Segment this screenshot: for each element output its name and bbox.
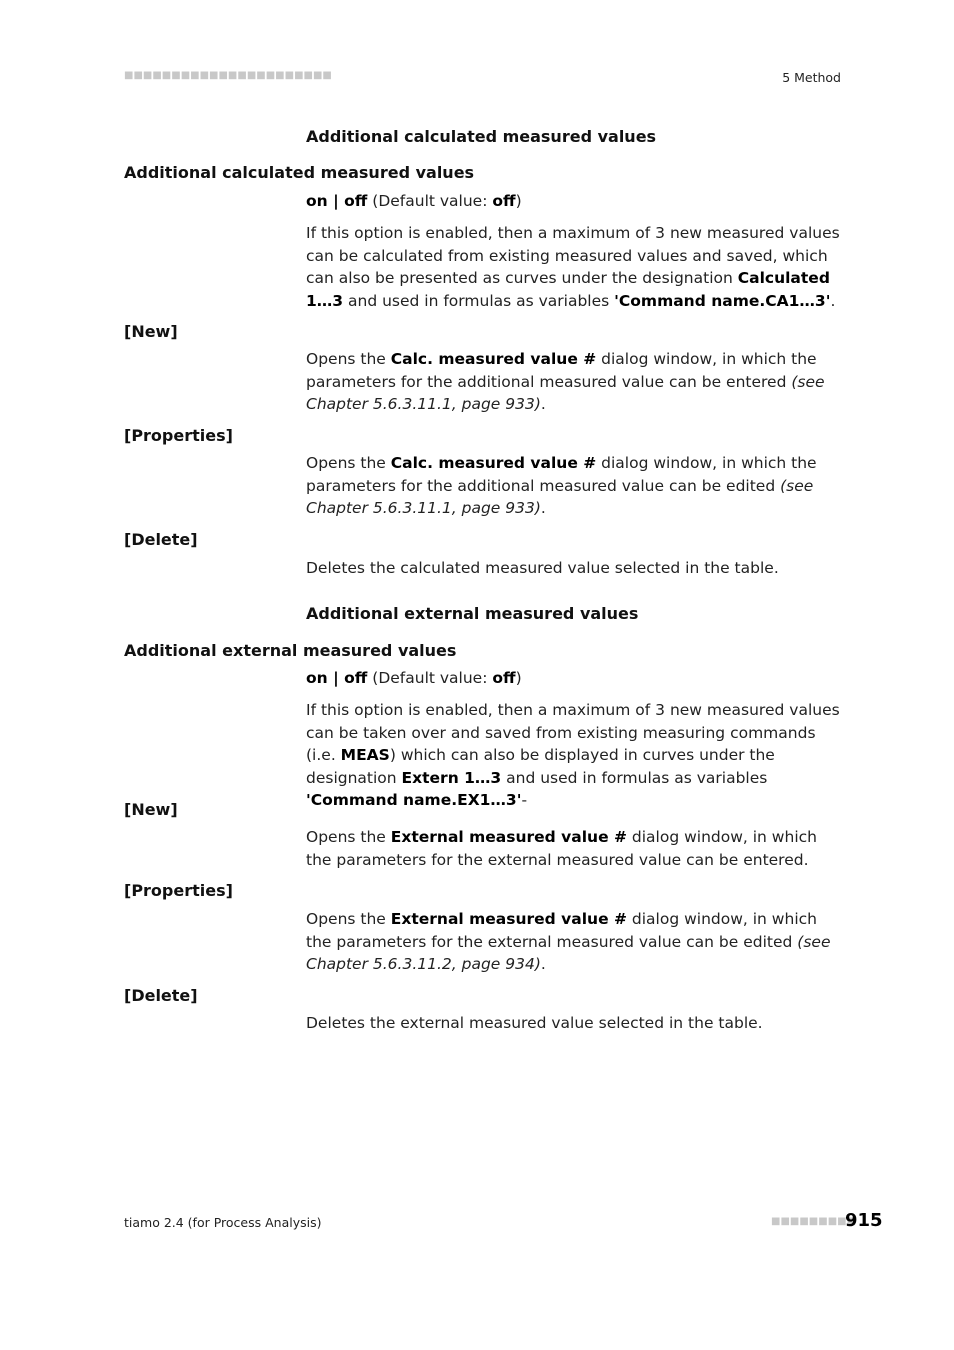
description-ext-delete: Deletes the external measured value selected in the table. <box>306 1014 763 1032</box>
description-ext-properties: Opens the External measured value # dialog window, in which the parameters for the external measured value can be edited (see Chapter 5.6.3.11.2, page 934). <box>306 910 831 974</box>
value-range-calculated: on | off (Default value: off) <box>306 192 522 210</box>
term-ext-properties: [Properties] <box>124 881 233 900</box>
description-calc-delete: Deletes the calculated measured value selected in the table. <box>306 559 779 577</box>
term-ext-delete: [Delete] <box>124 986 198 1005</box>
section-title-external: Additional external measured values <box>306 604 639 623</box>
term-calc-properties: [Properties] <box>124 426 233 445</box>
term-additional-external: Additional external measured values <box>124 641 457 660</box>
description-calc-new: Opens the Calc. measured value # dialog window, in which the parameters for the additional measured value can be entered (see Chapter 5.6.3.11.1, page 933). <box>306 350 825 414</box>
value-range-external: on | off (Default value: off) <box>306 669 522 687</box>
term-calc-delete: [Delete] <box>124 530 198 549</box>
description-calc-properties: Opens the Calc. measured value # dialog window, in which the parameters for the additional measured value can be edited (see Chapter 5.6.3.11.1, page 933). <box>306 454 817 518</box>
description-calculated: If this option is enabled, then a maximum of 3 new measured values can be calculated from existing measured values and saved, which can also be presented as curves under the designation Calculated 1…3 and used in formulas as variables 'Command name.CA1…3'. <box>306 224 840 310</box>
term-ext-new: [New] <box>124 800 178 819</box>
term-calc-new: [New] <box>124 322 178 341</box>
page-number: 915 <box>845 1210 883 1231</box>
header-decoration: ■■■■■■■■■■■■■■■■■■■■■■ <box>124 70 332 81</box>
description-ext-new: Opens the External measured value # dialog window, in which the parameters for the external measured value can be entered. <box>306 828 817 869</box>
running-header-chapter: 5 Method <box>782 70 841 85</box>
footer-decoration: ■■■■■■■■■ <box>771 1216 857 1227</box>
term-additional-calculated: Additional calculated measured values <box>124 163 475 182</box>
description-external: If this option is enabled, then a maximum of 3 new measured values can be taken over and saved from existing measuring commands (i.e. MEAS) which can also be displayed in curves under the designation Extern 1…3 and used in formulas as variables 'Command name.EX1…3'- <box>306 701 840 810</box>
footer-product: tiamo 2.4 (for Process Analysis) <box>124 1215 322 1230</box>
section-title-calculated: Additional calculated measured values <box>306 127 657 146</box>
